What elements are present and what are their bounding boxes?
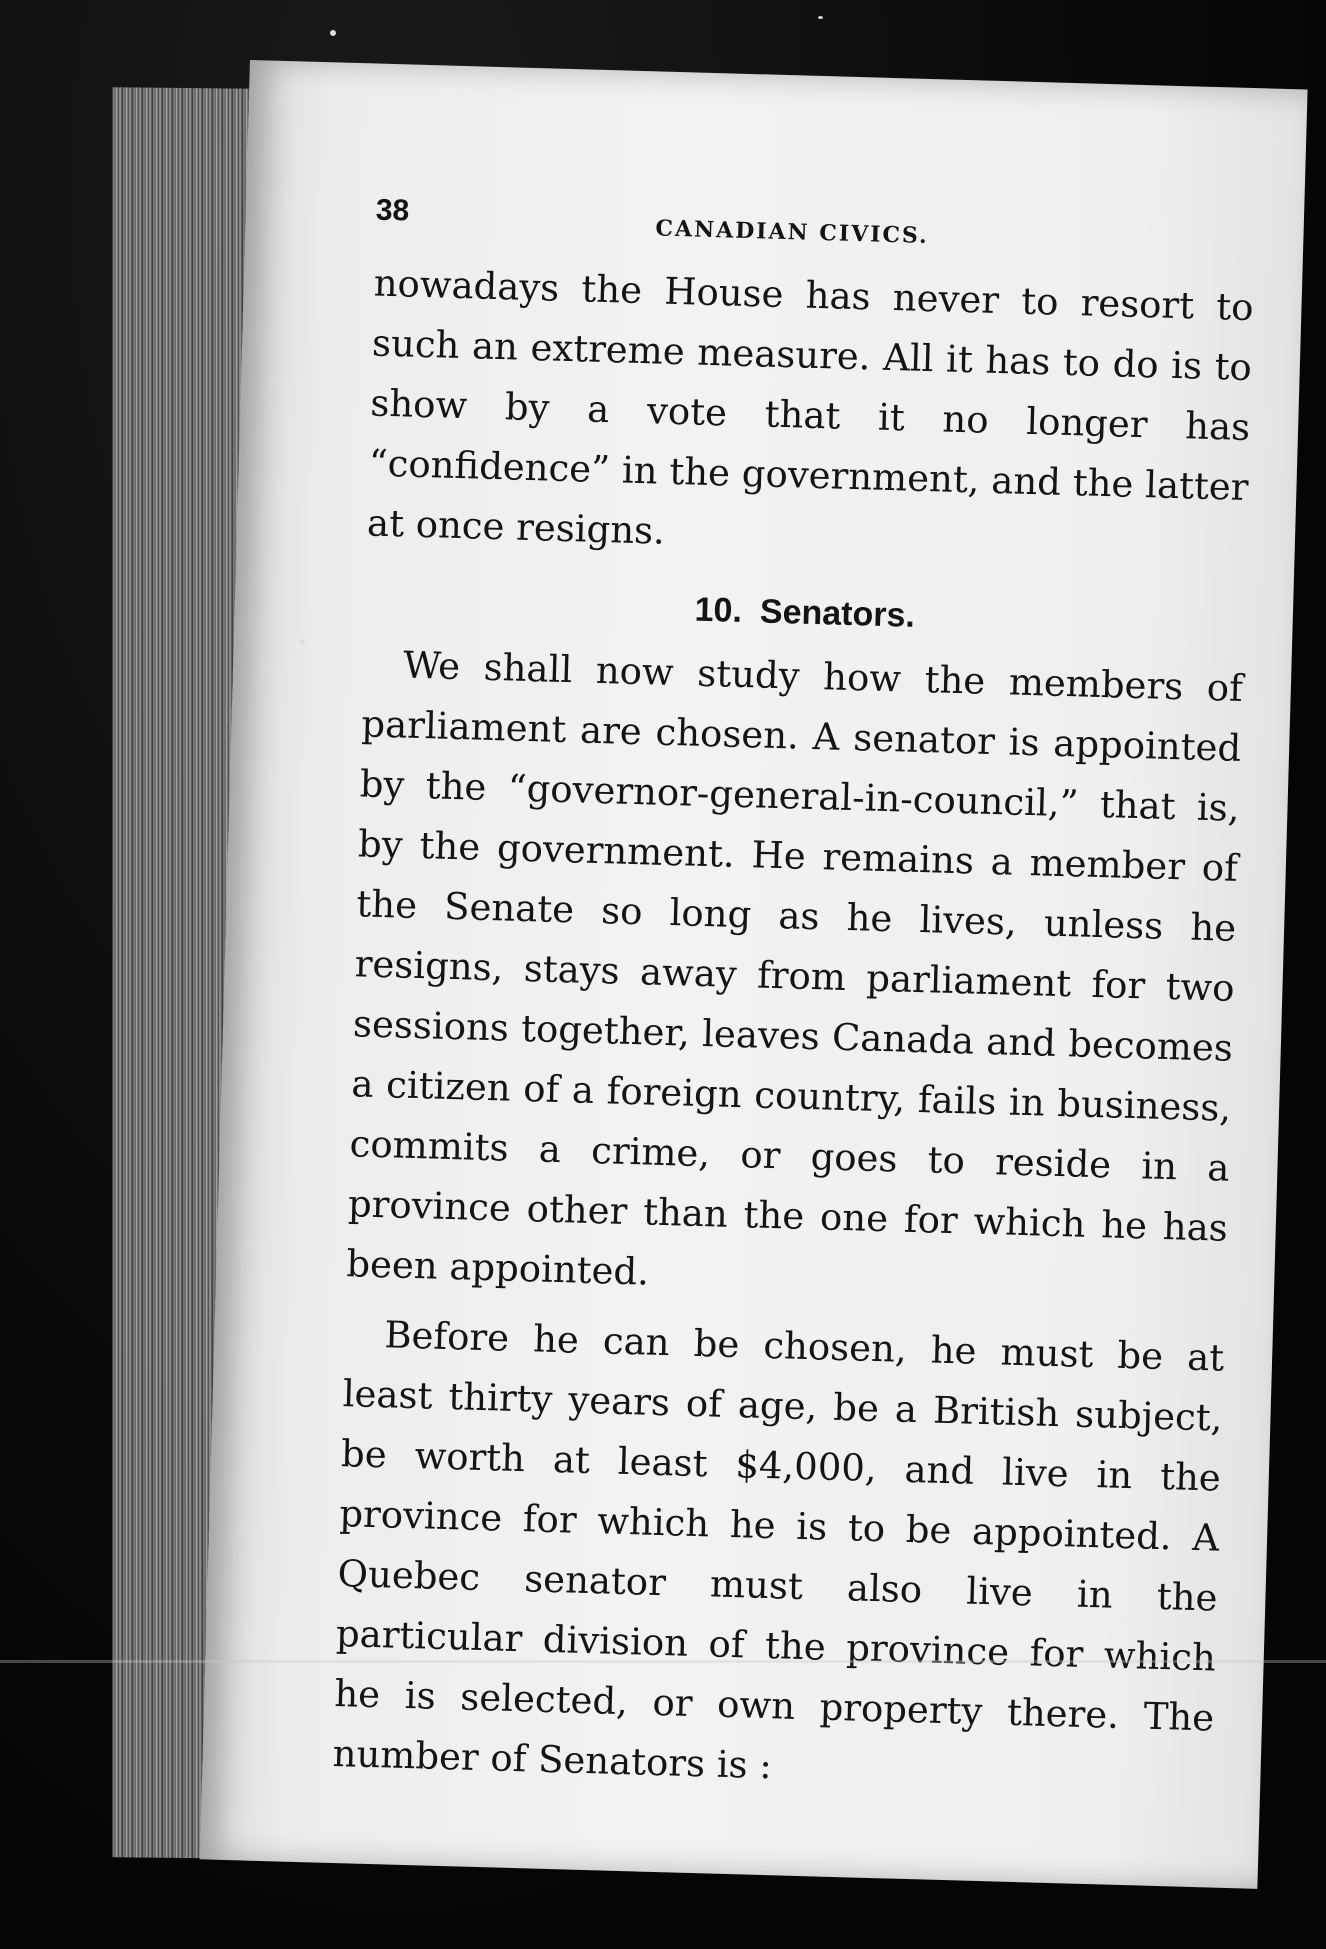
scan-speck — [818, 16, 823, 19]
section-number: 10. — [694, 590, 743, 630]
paragraph-senators-appointment: We shall now study how the members of parliament are chosen. A senator is appointed by the “governor-general-in-council,” that is, by the government. He remains a member of the Senate so long as he lives, unless he resigns, stays away from parliament for two sessions together, leaves Canada and becomes a citizen of a foreign country, fails in business, commits a crime, or goes to reside in a province other than the one for which he has been appointed. — [345, 643, 1244, 1294]
page-content — [332, 194, 1256, 1809]
section-title: Senators. — [759, 592, 916, 635]
scan-speck — [330, 30, 336, 36]
page-number: 38 — [375, 193, 410, 228]
scan-artifact-line — [0, 1660, 1326, 1663]
scan-speck — [300, 640, 305, 645]
running-title: CANADIAN CIVICS. — [655, 215, 930, 250]
section-heading — [364, 581, 1245, 645]
paragraph-continued: nowadays the House has never to resort to such an extreme measure. All it has to do is to show by a vote that it no longer has “confidence” in the government, and the latter at once resigns. — [366, 261, 1255, 553]
book-page — [200, 60, 1308, 1889]
paragraph-senators-qualifications: Before he can be chosen, he must be at least thirty years of age, be a British subject, be worth at least $4,000, and live in the province for which he is to be appointed. A Quebec senator must also live in the particular division of the province for which he is selected, or own property there. The number of Senators is : — [332, 1313, 1225, 1788]
